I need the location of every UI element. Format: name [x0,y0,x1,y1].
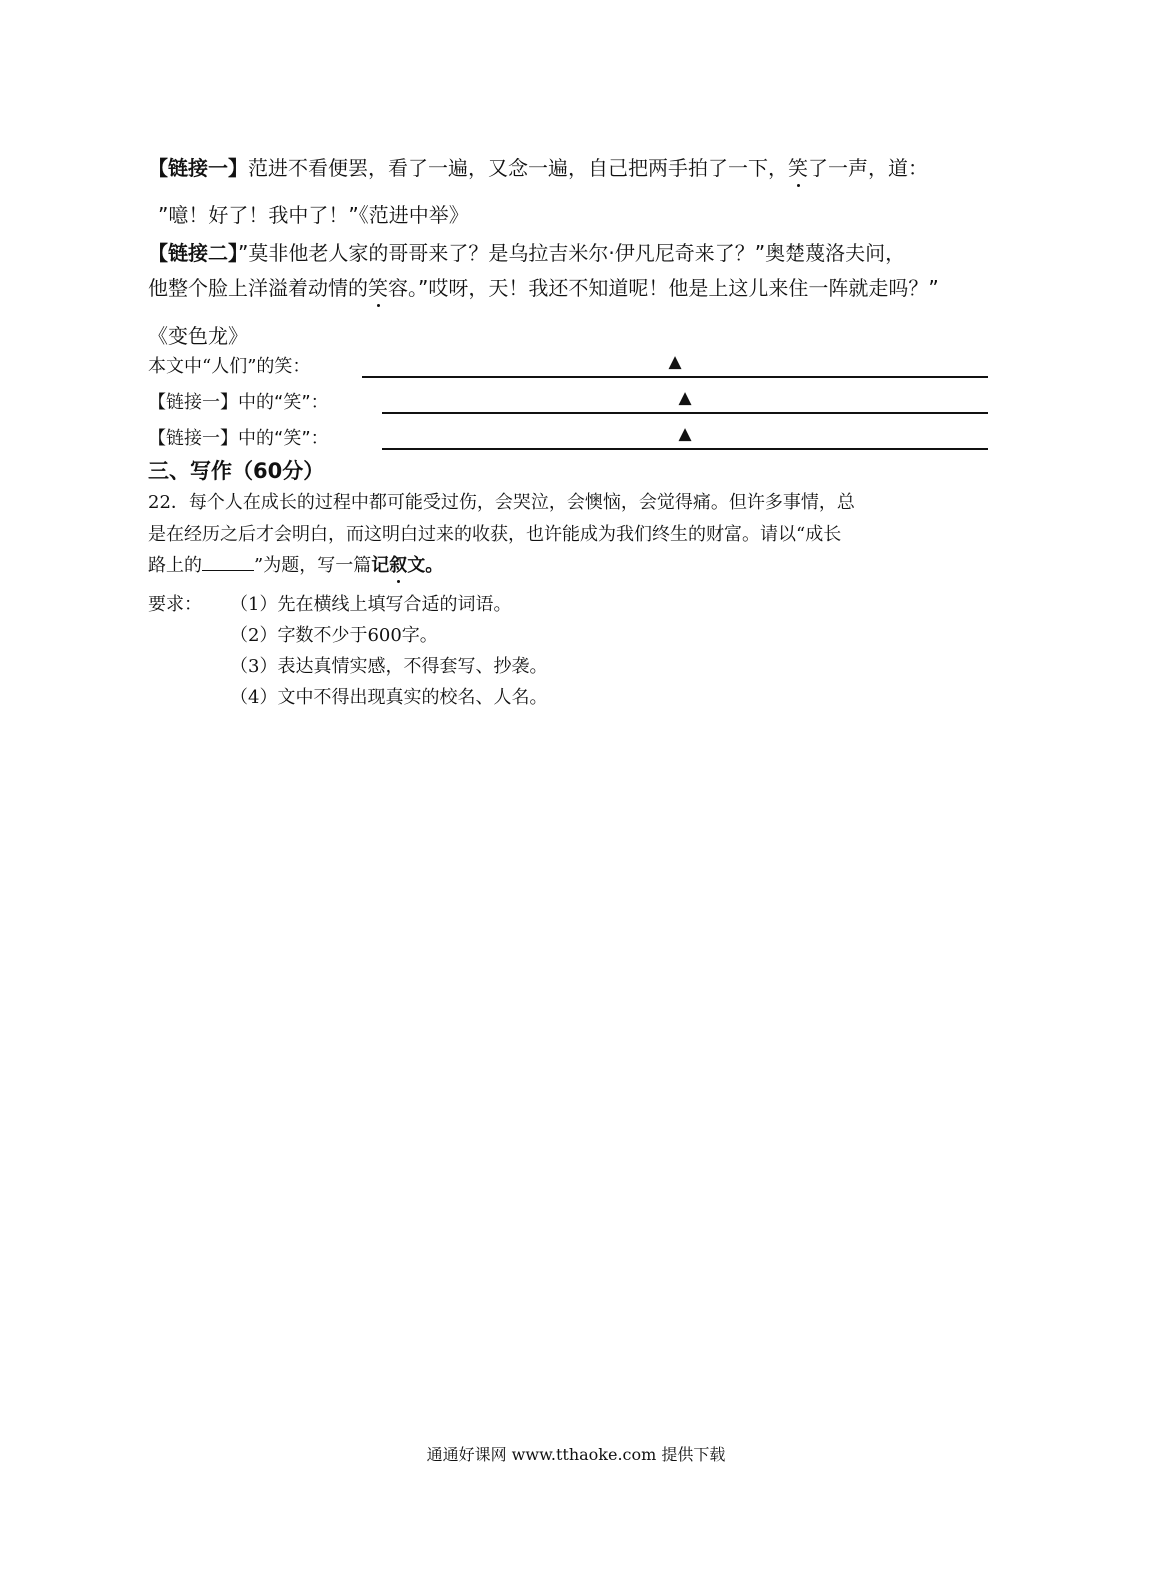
q22-line2: 是在经历之后才会明白，而这明白过来的收获，也许能成为我们终生的财富。请以“成长 [148,524,842,545]
page-footer: 通通好课网 www.tthaoke.com 提供下载 [426,1445,726,1464]
link2-text-1: ”莫非他老人家的哥哥来了？是乌拉吉米尔·伊凡尼奇来了？”奥楚蔑洛夫问， [238,241,906,265]
link2-text-b: 容。”哎呀，天！我还不知道呢！他是上这儿来住一阵就走吗？” [388,276,939,300]
triangle-icon: ▲ [678,424,692,444]
q22-text-b: ”为题，写一篇 [254,555,372,576]
link1-line1 [148,152,928,181]
section-heading: 三、写作（60分） [148,459,325,483]
link2-emphasis: 笑 [368,272,388,301]
requirements-label: 要求： [148,594,202,615]
answer-label: 【链接一】中的“笑”： [148,428,329,449]
link1-text-a: 范进不看便罢，看了一遍，又念一遍，自己把两手拍了一下， [248,156,788,180]
answer-line[interactable] [382,388,988,414]
requirement-item: （1）先在横线上填写合适的词语。 [230,594,512,615]
title-blank[interactable] [202,554,254,571]
link2-source: 《变色龙》 [148,324,248,348]
link2-line1 [148,237,905,266]
link1-tag: 【链接一】 [148,156,248,180]
answer-label: 本文中“人们”的笑： [148,356,311,377]
q22-line3 [148,551,443,577]
q22-genre: 记叙文 [371,551,425,577]
link2-text-a: 他整个脸上洋溢着动情的 [148,276,368,300]
q22-line1: 22．每个人在成长的过程中都可能受过伤，会哭泣，会懊恼，会觉得痛。但许多事情，总 [148,492,855,513]
requirement-item: （2）字数不少于600字。 [230,625,438,646]
requirement-item: （3）表达真情实感，不得套写、抄袭。 [230,656,548,677]
answer-label: 【链接一】中的“笑”： [148,392,329,413]
answer-row-2 [148,388,988,414]
link1-emphasis: 笑 [788,152,808,181]
answer-row-3 [148,424,988,450]
link1-text-b: 了一声，道： [808,156,928,180]
triangle-icon: ▲ [678,388,692,408]
answer-row-1 [148,352,988,378]
link1-line2: ”噫！好了！我中了！”《范进中举》 [158,203,469,227]
triangle-icon: ▲ [668,352,682,372]
requirement-item: （4）文中不得出现真实的校名、人名。 [230,687,548,708]
link2-tag: 【链接二】 [148,241,238,265]
answer-line[interactable] [362,352,988,378]
q22-end: 。 [425,555,444,576]
q22-text-a: 路上的 [148,555,202,576]
answer-line[interactable] [382,424,988,450]
link2-line2 [148,272,939,301]
